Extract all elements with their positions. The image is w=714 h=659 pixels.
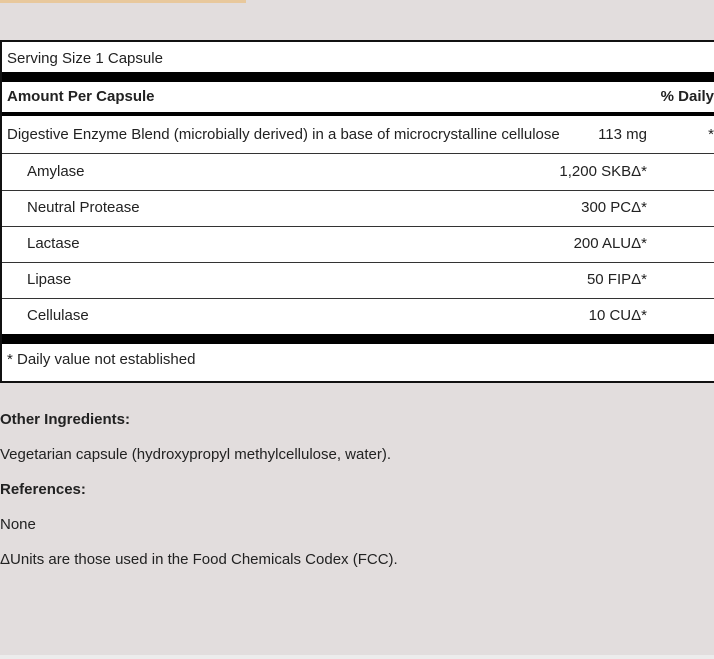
- other-ingredients-text: Vegetarian capsule (hydroxypropyl methylcellulose, water).: [0, 446, 392, 463]
- references-text: None: [0, 516, 36, 533]
- nutrient-row: [2, 117, 714, 154]
- nutrient-row: [2, 262, 714, 299]
- nutrient-name: Digestive Enzyme Blend (microbially derived) in a base of microcrystalline cellulose: [7, 126, 560, 143]
- top-accent-bar: [0, 0, 246, 3]
- nutrient-name: Cellulase: [27, 307, 89, 324]
- nutrient-row: [2, 226, 714, 263]
- nutrient-daily-value: *: [708, 126, 714, 143]
- nutrient-amount: 1,200 SKBΔ*: [559, 163, 647, 180]
- nutrient-amount: 113 mg: [598, 126, 647, 143]
- nutrient-amount: 50 FIPΔ*: [586, 271, 647, 288]
- amount-per-header: Amount Per Capsule: [7, 88, 155, 105]
- nutrient-row: [2, 154, 714, 191]
- daily-value-header: % Daily: [660, 88, 714, 105]
- nutrient-amount: 300 PCΔ*: [581, 199, 647, 216]
- other-ingredients-heading: Other Ingredients:: [0, 411, 131, 428]
- medium-divider: [2, 112, 714, 116]
- supplement-facts-panel: [0, 40, 714, 383]
- footnote: * Daily value not established: [7, 351, 196, 368]
- nutrient-row: [2, 190, 714, 227]
- nutrient-name: Amylase: [27, 163, 85, 180]
- nutrient-amount: 200 ALUΔ*: [573, 235, 647, 252]
- bottom-border: [0, 655, 714, 659]
- nutrient-row: [2, 298, 714, 334]
- nutrient-name: Lactase: [27, 235, 80, 252]
- references-heading: References:: [0, 481, 86, 498]
- units-note: ΔUnits are those used in the Food Chemicals Codex (FCC).: [0, 551, 398, 568]
- thick-divider: [2, 334, 714, 344]
- nutrient-name: Lipase: [27, 271, 72, 288]
- nutrient-amount: 10 CUΔ*: [588, 307, 647, 324]
- thick-divider: [2, 72, 714, 82]
- serving-size: Serving Size 1 Capsule: [7, 50, 163, 67]
- nutrient-name: Neutral Protease: [27, 199, 140, 216]
